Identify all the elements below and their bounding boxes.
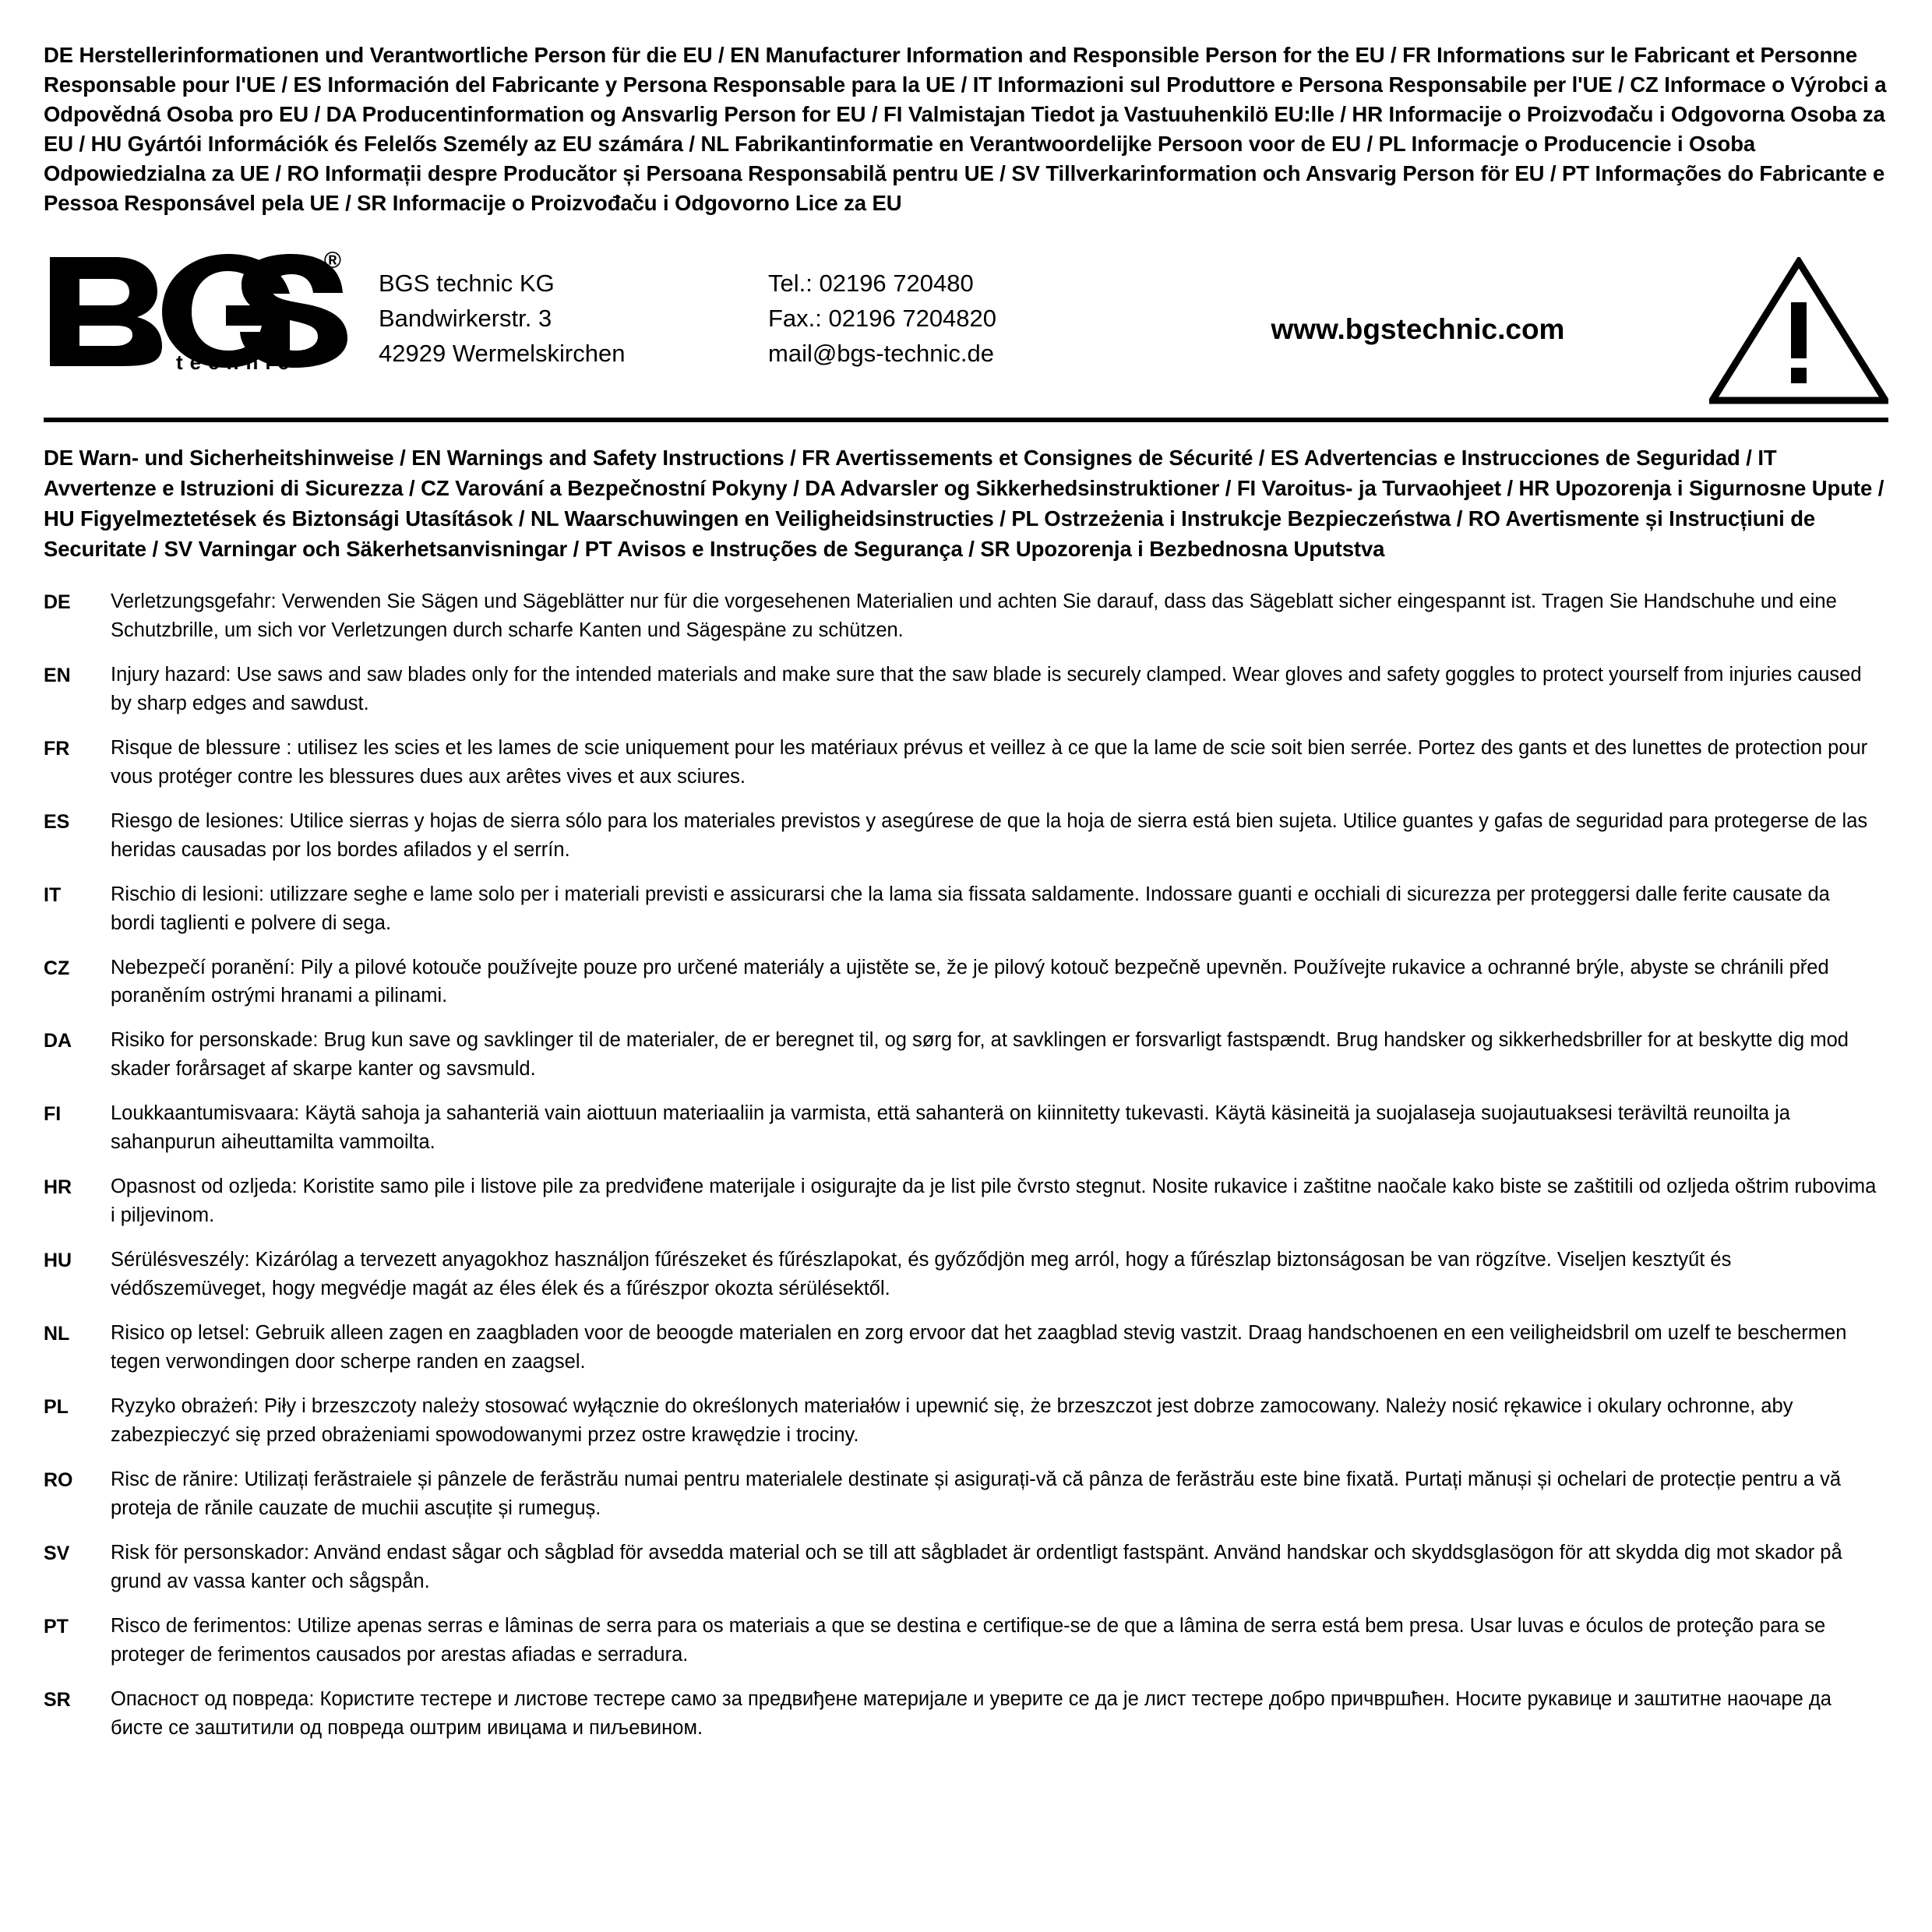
- instruction-text: Risiko for personskade: Brug kun save og savklinger til de materialer, de er beregnet til, og sørg for, at savklingen er forsvarligt fastspændt. Brug handsker og sikkerhedsbriller for at beskytte dig mod skader forårsaget af skarpe kanter og savsmuld.: [111, 1029, 1849, 1081]
- list-item: [44, 661, 1888, 718]
- language-code: SR: [44, 1688, 71, 1711]
- list-item: [44, 587, 1888, 645]
- instruction-text: Riesgo de lesiones: Utilice sierras y hojas de sierra sólo para los materiales previstos y asegúrese de que la hoja de sierra está bien sujeta. Utilice guantes y gafas de seguridad para protegerse de las heridas causadas por los bordes afilados y el serrín.: [111, 809, 1868, 861]
- company-street: Bandwirkerstr. 3: [379, 304, 552, 332]
- instruction-text: Risk för personskador: Använd endast sågar och sågblad för avsedda material och se till att sågbladet är ordentligt fastspänt. Använd handskar och skyddsglasögon för att skydda dig mot skador på grund av vassa kanter och sågspån.: [111, 1542, 1842, 1592]
- company-name: BGS technic KG: [379, 269, 555, 297]
- instruction-text: Risc de rănire: Utilizați ferăstraiele și pânzele de ferăstrău numai pentru materialele destinate și asigurați-vă că pânza de ferăstrău este bine fixată. Purtați mănuși și ochelari de protecție pentru a vă proteja de rănile cauzate de muchii ascuțite și rumeguș.: [111, 1468, 1842, 1520]
- list-item: [44, 1026, 1888, 1084]
- company-telephone: Tel.: 02196 720480: [768, 269, 974, 297]
- instruction-text: Risco de ferimentos: Utilize apenas serras e lâminas de serra para os materiais a que se destina e certifique-se de que a lâmina de serra está bem presa. Usar luvas e óculos de proteção para se proteger de ferimentos causados por arestas afiadas e serradura.: [111, 1614, 1826, 1666]
- instruction-text: Risico op letsel: Gebruik alleen zagen en zaagbladen voor de beoogde materialen en zorg ervoor dat het zaagblad stevig vastzit. Draag handschoenen en een veiligheidsbril om uzelf te beschermen tegen verwondingen door scherpe randen en zaagsel.: [111, 1322, 1847, 1373]
- company-info-band: [44, 238, 1888, 422]
- language-code: SV: [44, 1542, 70, 1564]
- language-code: IT: [44, 883, 62, 906]
- manufacturer-info-heading: DE Herstellerinformationen und Verantwortliche Person für die EU / EN Manufacturer Information and Responsible Person for the EU / FR Informations sur le Fabricant et Personne Responsable pour l'UE / ES Información del Fabricante y Persona Responsable para la UE / IT Informazioni sul Produttore e Persona Responsabile per l'UE / CZ Informace o Výrobci a Odpovědná Osoba pro EU / DA Producentinformation og Ansvarlig Person for EU / FI Valmistajan Tiedot ja Vastuuhenkilö EU:lle / HR Informacije o Proizvođaču i Odgovorna Osoba za EU / HU Gyártói Információk és Felelős Személy az EU számára / NL Fabrikantinformatie en Verantwoordelijke Persoon voor de EU / PL Informacje o Producencie i Osoba Odpowiedzialna za UE / RO Informații despre Producător și Persoana Responsabilă pentru UE / SV Tillverkarinformation och Ansvarig Person för EU / PT Informações do Fabricante e Pessoa Responsável pela UE / SR Informacije o Proizvođaču i Odgovorno Lice za EU: [44, 43, 1887, 215]
- instruction-text: Risque de blessure : utilisez les scies et les lames de scie uniquement pour les matériaux prévus et veillez à ce que la lame de scie soit bien serrée. Portez des gants et des lunettes de protection pour vous protéger contre les blessures dues aux arêtes vives et aux sciures.: [111, 736, 1868, 788]
- instruction-text: Loukkaantumisvaara: Käytä sahoja ja sahanteriä vain aiottuun materiaaliin ja varmista, että sahanterä on kiinnitetty tukevasti. Käytä käsineitä ja suojalaseja suojautuaksesi teräviltä reunoilta ja sahanpurun aiheuttamilta vammoilta.: [111, 1102, 1790, 1154]
- instruction-text: Injury hazard: Use saws and saw blades only for the intended materials and make sure that the saw blade is securely clamped. Wear gloves and safety goggles to protect yourself from injuries caused by sharp edges and sawdust.: [111, 663, 1862, 714]
- language-code: FI: [44, 1103, 62, 1126]
- safety-instructions-heading: DE Warn- und Sicherheitshinweise / EN Warnings and Safety Instructions / FR Avertissements et Consignes de Sécurité / ES Advertencias e Instrucciones de Seguridad / IT Avvertenze e Istruzioni di Sicurezza / CZ Varování a Bezpečnostní Pokyny / DA Advarsler og Sikkerhedsinstruktioner / FI Varoitus- ja Turvaohjeet / HR Upozorenja i Sigurnosne Upute / HU Figyelmeztetések és Biztonsági Utasítások / NL Waarschuwingen en Veiligheidsinstructies / PL Ostrzeżenia i Instrukcje Bezpieczeństwa / RO Avertismente și Instrucțiuni de Securitate / SV Varningar och Säkerhetsanvisningar / PT Avisos e Instruções de Segurança / SR Upozorenja i Bezbednosna Uputstva: [44, 445, 1884, 561]
- instruction-text: Opasnost od ozljeda: Koristite samo pile i listove pile za predviđene materijale i osigurajte da je list pile čvrsto stegnut. Nosite rukavice i zaštitne naočale kako biste se zaštitili od ozljeda oštrim rubovima i piljevinom.: [111, 1176, 1877, 1227]
- instruction-text: Rischio di lesioni: utilizzare seghe e lame solo per i materiali previsti e assicurarsi che la lama sia fissata saldamente. Indossare guanti e occhiali di sicurezza per proteggersi dalle ferite causate da bordi taglienti e polvere di sega.: [111, 883, 1830, 934]
- list-item: [44, 1465, 1888, 1523]
- instruction-text: Опасност од повреда: Користите тестере и листове тестере само за предвиђене материјале и уверите се да је лист тестере добро причвршћен. Носите рукавице и заштитне наочаре да бисте се заштитили од повреда оштрим ивицама и пиљевином.: [111, 1687, 1832, 1739]
- language-code: EN: [44, 664, 71, 686]
- warning-triangle: [1701, 246, 1888, 405]
- list-item: [44, 880, 1888, 938]
- instruction-text: Sérülésveszély: Kizárólag a tervezett anyagokhoz használjon fűrészeket és fűrészlapokat, és győződjön meg arról, hogy a fűrészlap biztonságosan be van rögzítve. Viseljen kesztyűt és védőszemüveget, hogy megvédje magát az éles élek és a fűrészpor okozta sérülésektől.: [111, 1249, 1732, 1300]
- list-item: [44, 1685, 1888, 1743]
- instruction-text: Ryzyko obrażeń: Piły i brzeszczoty należy stosować wyłącznie do określonych materiałów i upewnić się, że brzeszczot jest dobrze zamocowany. Należy nosić rękawice i okulary ochronne, aby zabezpieczyć się przed obrażeniami spowodowanymi przez ostre krawędzie i trociny.: [111, 1395, 1793, 1447]
- language-code: DE: [44, 591, 71, 613]
- language-code: HU: [44, 1250, 72, 1272]
- company-website[interactable]: www.bgstechnic.com: [1271, 312, 1565, 345]
- list-item: [44, 1392, 1888, 1450]
- bgs-logo: [44, 246, 379, 372]
- company-contact: [768, 246, 1134, 372]
- company-city: 42929 Wermelskirchen: [379, 339, 626, 367]
- language-code: PT: [44, 1615, 69, 1638]
- warning-triangle-icon: [1709, 257, 1888, 405]
- language-code: DA: [44, 1030, 72, 1052]
- instruction-text: Verletzungsgefahr: Verwenden Sie Sägen und Sägeblätter nur für die vorgesehenen Materialien und achten Sie darauf, dass das Sägeblatt sicher eingespannt ist. Tragen Sie Handschuhe und eine Schutzbrille, um sich vor Verletzungen durch scharfe Kanten und Sägespäne zu schützen.: [111, 590, 1837, 641]
- list-item: [44, 734, 1888, 791]
- language-code: PL: [44, 1396, 69, 1419]
- company-fax: Fax.: 02196 7204820: [768, 304, 997, 332]
- logo-subtitle: technic: [176, 350, 297, 374]
- list-item: [44, 807, 1888, 865]
- list-item: [44, 1246, 1888, 1303]
- instructions-list: [44, 587, 1888, 1743]
- list-item: [44, 1539, 1888, 1596]
- language-code: ES: [44, 810, 70, 833]
- company-email[interactable]: mail@bgs-technic.de: [768, 339, 994, 367]
- list-item: [44, 1099, 1888, 1157]
- language-code: CZ: [44, 957, 70, 979]
- registered-trademark-icon: ®: [323, 247, 341, 273]
- company-address: [379, 246, 768, 372]
- instruction-text: Nebezpečí poranění: Pily a pilové kotouče používejte pouze pro určené materiály a ujistěte se, že je pilový kotouč bezpečně upevněn. Používejte rukavice a ochranné brýle, abyste se chránili před poraněním ostrými hranami a pilinami.: [111, 956, 1829, 1007]
- list-item: [44, 1172, 1888, 1230]
- list-item: [44, 1319, 1888, 1377]
- language-code: NL: [44, 1323, 70, 1345]
- list-item: [44, 954, 1888, 1011]
- list-item: [44, 1612, 1888, 1669]
- language-code: FR: [44, 737, 70, 760]
- language-code: RO: [44, 1469, 73, 1492]
- language-code: HR: [44, 1176, 72, 1199]
